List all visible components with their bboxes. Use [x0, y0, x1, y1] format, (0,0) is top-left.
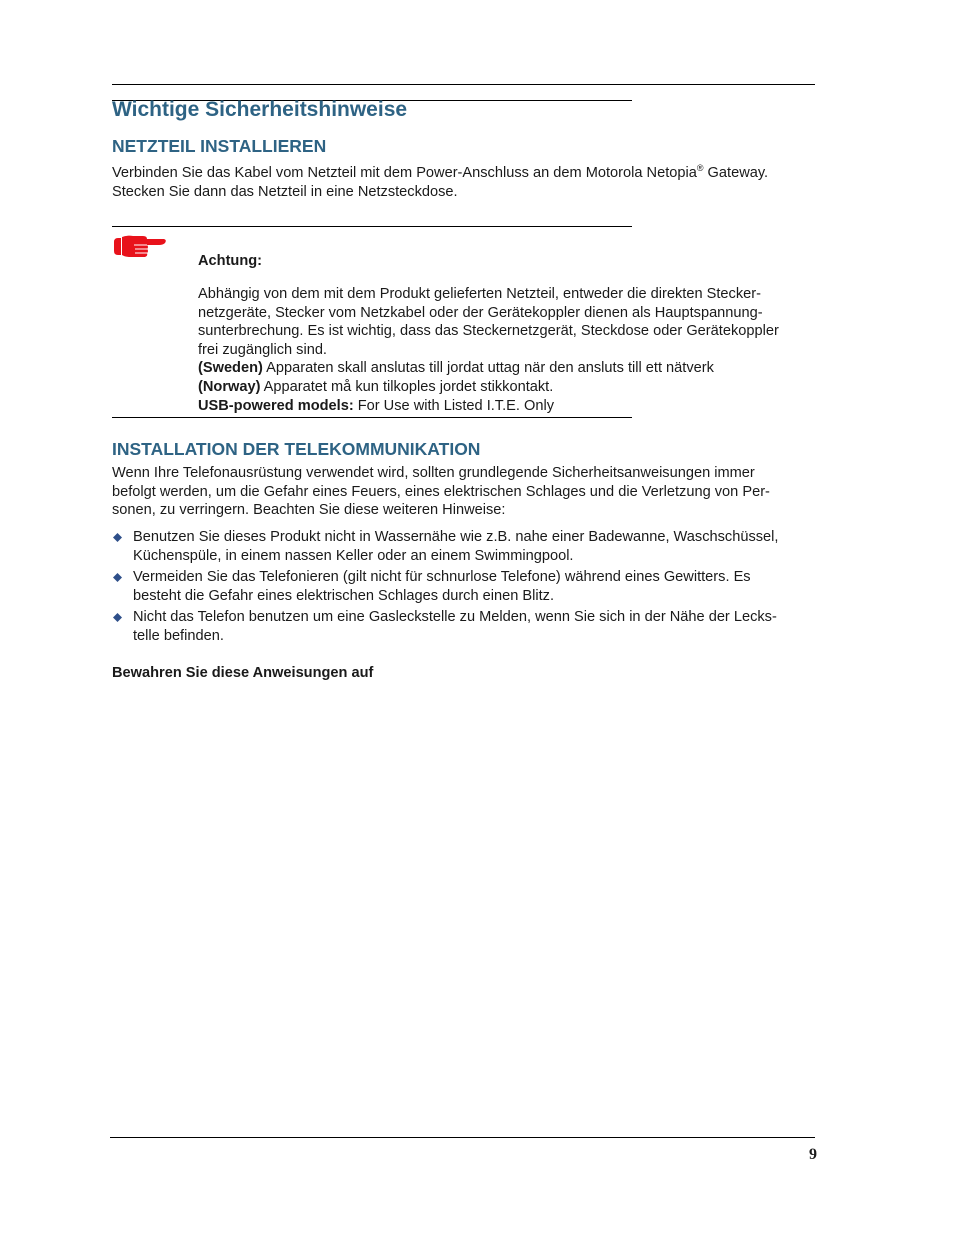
caution-label: Achtung: — [198, 253, 263, 269]
telekom-intro-line: Wenn Ihre Telefonausrüstung verwendet wird, sollten grundlegende Sicherheitsanweisungen immer — [112, 465, 755, 481]
footer-rule — [110, 1137, 815, 1138]
netzteil-paragraph — [112, 164, 814, 201]
caution-line: netzgeräte, Stecker vom Netzkabel oder der Gerätekoppler dienen als Hauptspannung- — [198, 304, 763, 321]
pointing-hand-icon — [113, 233, 167, 261]
caution-body — [198, 285, 814, 415]
netzteil-text: Verbinden Sie das Kabel vom Netzteil mit dem Power-Anschluss an dem Motorola Netopia — [112, 165, 697, 181]
section-heading-netzteil: NETZTEIL INSTALLIEREN — [112, 136, 327, 156]
netzteil-text-line-2: Stecken Sie dann das Netzteil in eine Netzsteckdose. — [112, 183, 458, 200]
caution-norway — [198, 378, 814, 397]
caution-bottom-rule — [112, 417, 632, 418]
caution-norway-text: Apparatet må kun tilkoples jordet stikkontakt. — [260, 378, 554, 395]
caution-top-rule — [112, 226, 632, 227]
caution-sweden-label: (Sweden) — [198, 360, 263, 377]
caution-sweden — [198, 359, 814, 378]
caution-line: frei zugänglich sind. — [198, 341, 327, 358]
diamond-bullet-icon — [113, 573, 122, 582]
caution-norway-label: (Norway) — [198, 378, 261, 395]
caution-line: sunterbrechung. Es ist wichtig, dass das Steckernetzgerät, Steckdose oder Gerätekoppler — [198, 323, 779, 340]
safety-bullet-list — [112, 528, 814, 648]
list-item — [112, 608, 814, 646]
list-item-line: Nicht das Telefon benutzen um eine Gasleckstelle zu Melden, wenn Sie sich in der Nähe der Lecks- — [133, 609, 777, 625]
telekom-intro-line: befolgt werden, um die Gefahr eines Feuers, eines elektrischen Schlages und die Verletzung von Per- — [112, 483, 770, 500]
list-item — [112, 568, 814, 606]
registered-mark: ® — [696, 163, 704, 174]
caution-usb — [198, 397, 814, 416]
list-item — [112, 528, 814, 566]
pointing-hand-shape — [114, 236, 166, 257]
list-item-line: Vermeiden Sie das Telefonieren (gilt nicht für schnurlose Telefone) während eines Gewitters. Es — [133, 569, 751, 585]
list-item-line: besteht die Gefahr eines elektrischen Schlages durch einen Blitz. — [133, 588, 555, 604]
telekom-intro-line: sonen, zu verringern. Beachten Sie diese weiteren Hinweise: — [112, 502, 506, 519]
caution-sweden-text: Apparaten skall anslutas till jordat uttag när den ansluts till ett nätverk — [262, 360, 714, 377]
caution-line: Abhängig von dem mit dem Produkt gelieferten Netzteil, entweder die direkten Stecker- — [198, 286, 761, 302]
netzteil-text-end: Gateway. — [703, 165, 769, 181]
caution-usb-label: USB-powered models: — [198, 397, 354, 414]
caution-usb-text: For Use with Listed I.T.E. Only — [353, 397, 555, 414]
list-item-line: Küchenspüle, in einem nassen Keller oder an einem Swimmingpool. — [133, 548, 574, 564]
page-number: 9 — [809, 1146, 817, 1163]
list-item-line: telle befinden. — [133, 628, 224, 644]
diamond-bullet-icon — [113, 533, 122, 542]
section-heading-telekom: INSTALLATION DER TELEKOMMUNIKATION — [112, 439, 481, 459]
telekom-intro — [112, 464, 814, 520]
header-rule — [112, 84, 815, 85]
diamond-bullet-icon — [113, 613, 122, 622]
page-title: Wichtige Sicherheitshinweise — [112, 98, 408, 121]
closing-note: Bewahren Sie diese Anweisungen auf — [112, 665, 374, 681]
list-item-line: Benutzen Sie dieses Produkt nicht in Wassernähe wie z.B. nahe einer Badewanne, Waschschüssel, — [133, 529, 779, 545]
